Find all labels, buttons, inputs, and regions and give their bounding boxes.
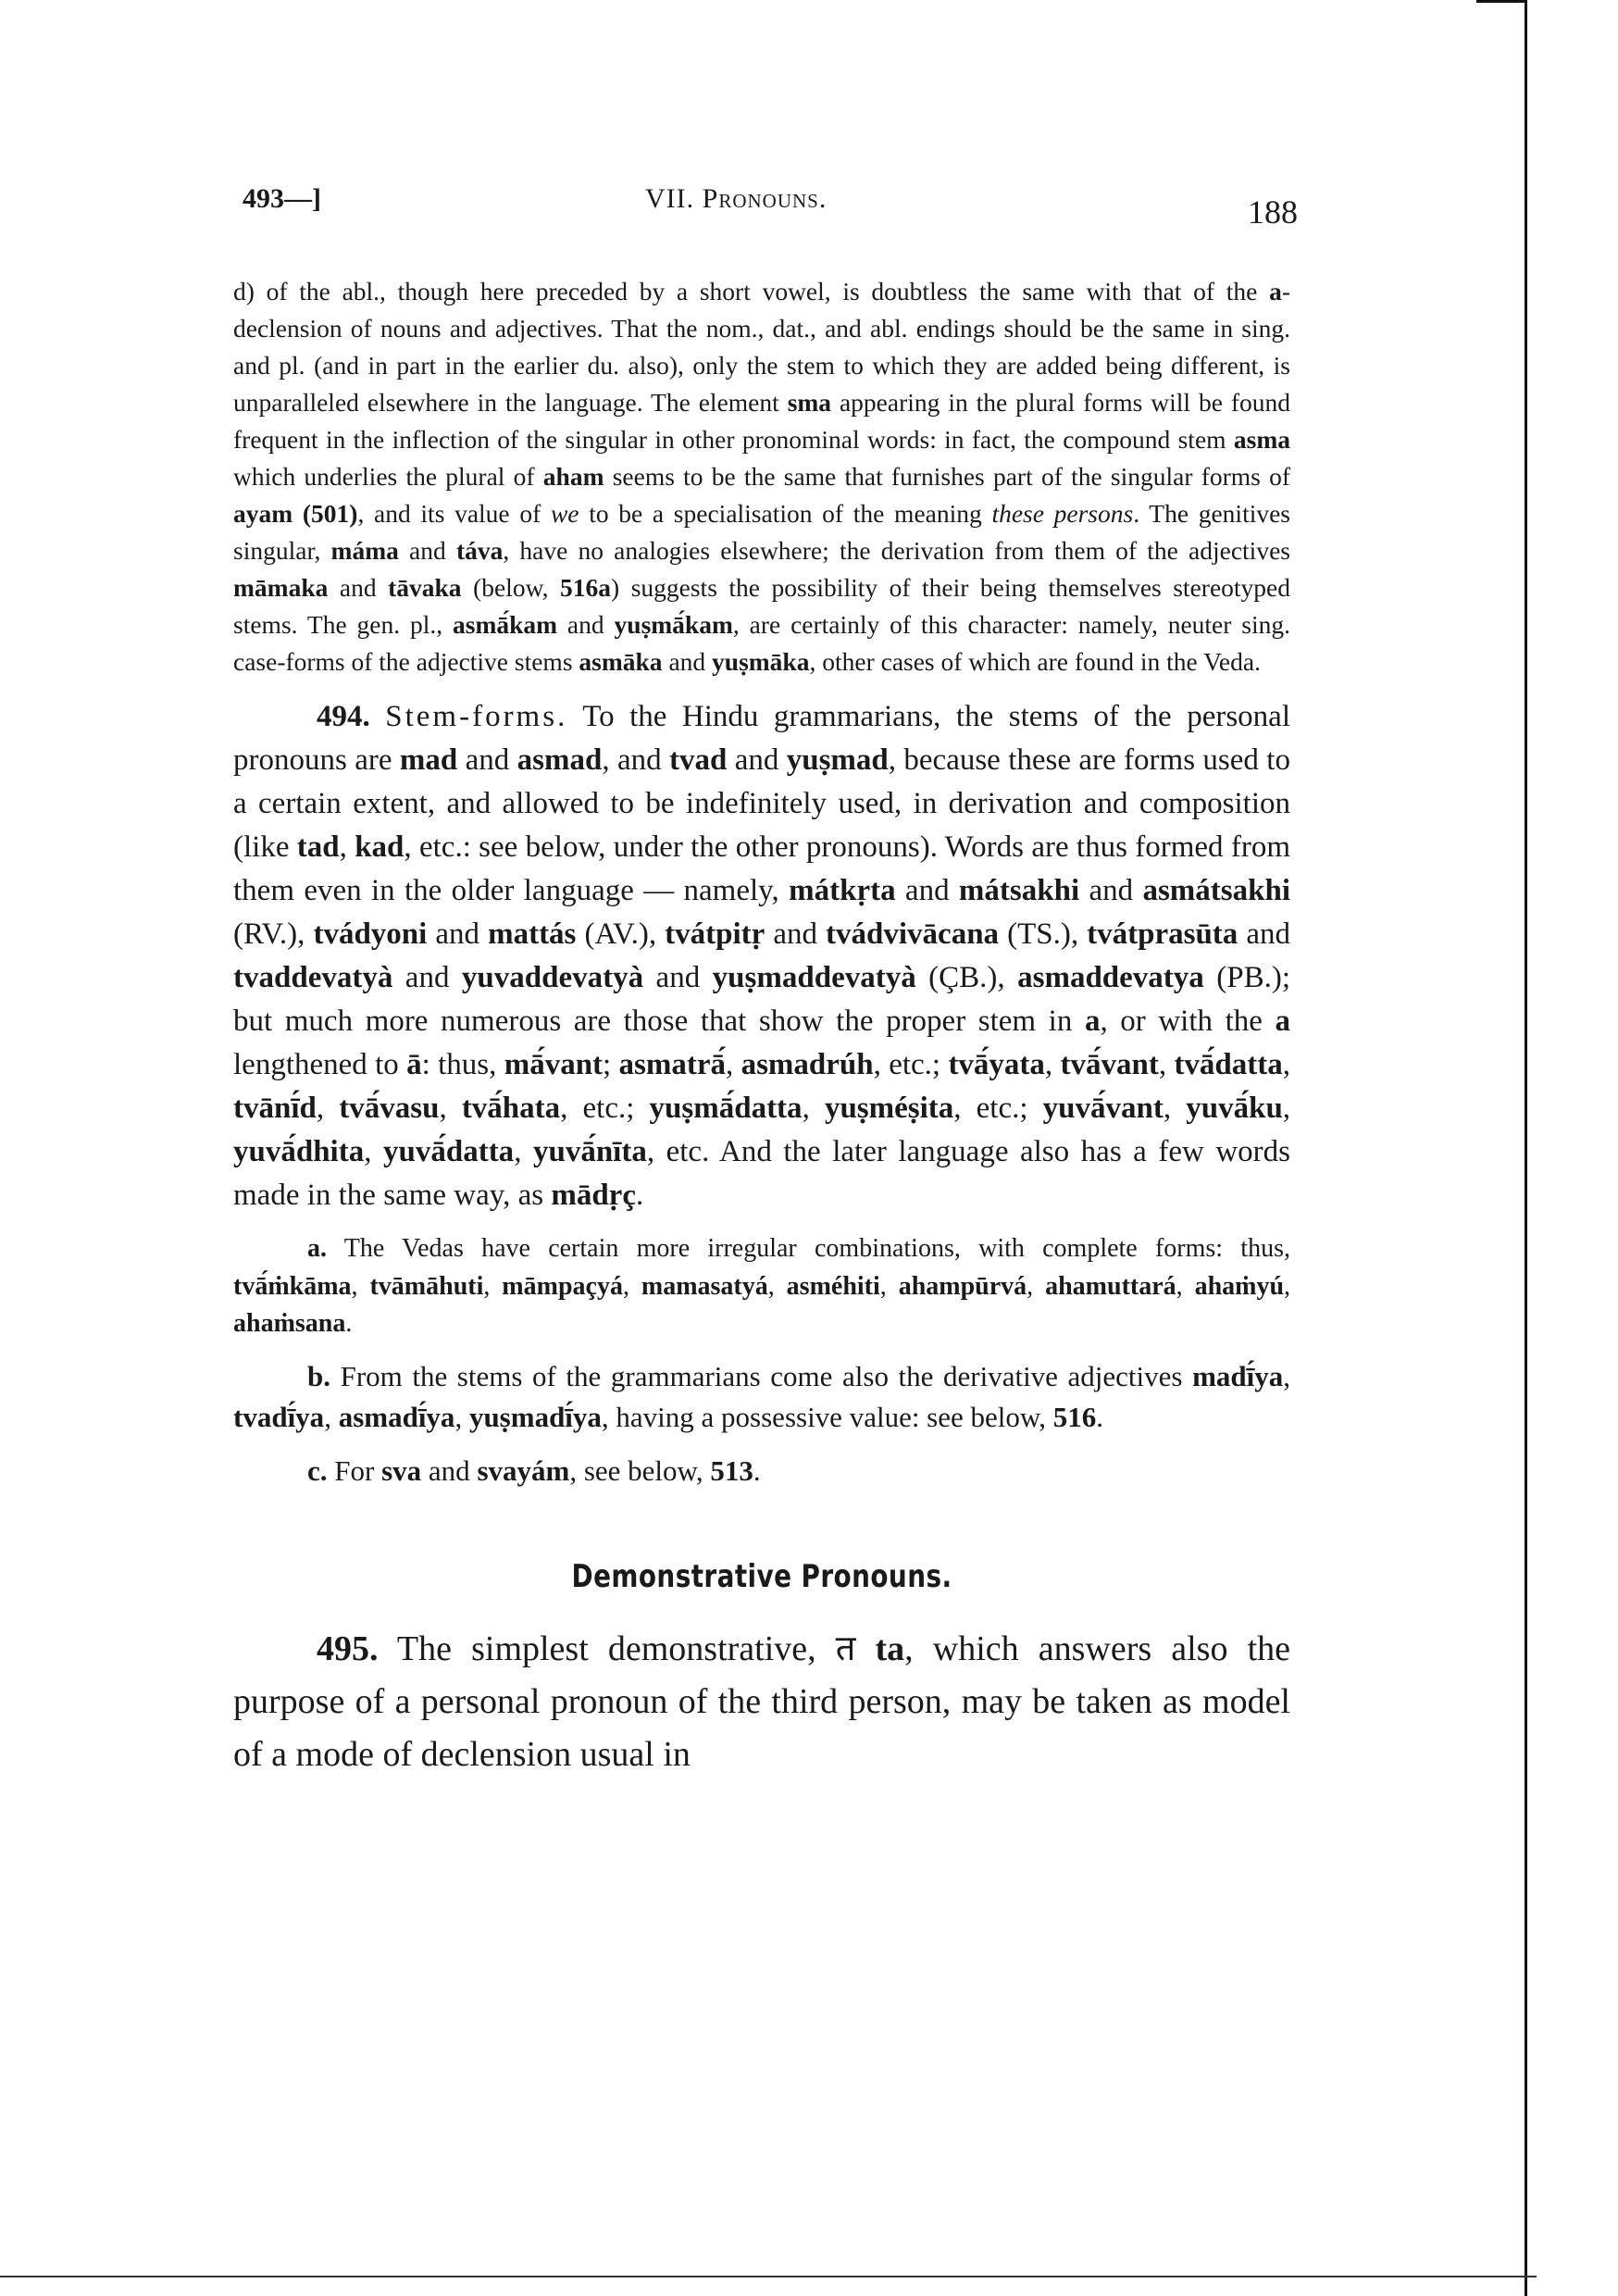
bold-term: asmátsakhi [1142,874,1290,907]
text-run: , [767,1271,787,1301]
text-run: , which answers also the purpose of a personal pronoun of the third person, may be taken as model of a mode of declension usual in [233,1628,1290,1774]
text-run: , [879,1271,899,1301]
text-run: and [557,610,615,639]
section-ref: 493—] [243,183,321,214]
bold-term: 516a [560,573,612,602]
bold-term: yuvā́dhita [233,1135,365,1168]
text-run: , [439,1092,462,1125]
paragraph-495 [233,1623,1290,1781]
bold-term: tvā́ṁkāma [233,1271,352,1301]
bold-term: (501) [302,499,358,528]
text-run: and [1079,874,1143,907]
text-run: , [622,1271,641,1301]
paragraph-494-b [233,1356,1290,1438]
bold-term: a [1275,1004,1290,1038]
text-run: and [895,874,959,907]
text-run: ) suggests the possibility of their being themselves stereotyped stems. The gen. pl., [233,573,1290,639]
bold-term: mad [399,743,458,777]
bold-term: ahamuttará [1045,1271,1176,1301]
bold-term: sva [381,1454,422,1487]
text-run: , [1176,1271,1195,1301]
bold-term: tvā́hata [461,1092,561,1125]
bold-term: yuvaddevatyà [461,961,644,994]
text-run: , other cases of which are found in the Veda. [809,647,1261,676]
paragraph-494-c [233,1451,1290,1491]
text-run: , have no analogies elsewhere; the derivation from them of the adjectives [503,536,1290,565]
bold-term: mamasatyá [641,1271,768,1301]
text-run: (ÇB.), [915,961,1018,994]
bold-term: a [1269,277,1282,306]
text-run: and [727,743,787,777]
text-run: , etc.; [953,1092,1043,1125]
text-run: and [1238,917,1290,951]
text-run: and [662,647,713,676]
paragraph-494 [233,695,1290,1217]
bold-term: tvátprasūta [1087,917,1238,951]
bold-term: 513 [710,1454,753,1487]
text-run: , [1163,1092,1187,1125]
bold-term: tvā́yata [948,1048,1045,1081]
bold-term: asmāka [579,647,663,676]
text-run: d) of the abl., though here preceded by a short vowel, is doubtless the same with that of the [233,277,1270,306]
bold-term: yuṣméṣita [824,1092,954,1125]
chapter-title: VII. Pronouns. [645,183,828,214]
text-run [292,499,303,528]
bold-term: mādṛç [551,1179,636,1212]
bold-term: a [1084,1004,1101,1038]
bold-term: asmatrā́ [618,1048,727,1081]
text-run: , [351,1271,370,1301]
text-run: For [327,1454,382,1487]
text-run: ; [603,1048,619,1081]
text-run: , [1282,1048,1290,1081]
text-run: (RV.), [233,917,314,951]
text-run: (TS.), [999,917,1088,951]
bold-term: yuṣmāka [712,647,810,676]
bold-term: yuṣmaddevatyà [712,961,916,994]
text-run: , [1283,1359,1290,1392]
bold-term: 494. [317,700,370,733]
text-run: (PB.); but much more numerous are those that show the proper stem in [233,961,1291,1038]
bold-term: 495. [317,1628,379,1668]
bold-term: asméhiti [786,1271,880,1301]
running-header [243,176,1298,231]
bold-term: táva [455,536,504,565]
text-run: , because these are forms used to a certain extent, and allowed to be indefinitely used, in derivation and composition (like [233,743,1290,864]
text-run: seems to be the same that furnishes part of the singular forms of [604,462,1291,491]
text-run: : thus, [421,1048,504,1081]
bold-term: sma [787,388,832,417]
bold-term: yuṣmā́kam [614,610,733,639]
bold-term: ayam [233,499,293,528]
text-run: , etc.; [873,1048,949,1081]
bold-term: ahampūrvá [898,1271,1027,1301]
text-run: appearing in the plural forms will be found frequent in the inflection of the singular in other pronominal words: in fact, the compound stem [233,388,1291,454]
bold-term: mā́vant [504,1048,604,1081]
bold-term: tvádvivācana [826,917,1000,951]
bold-term: tvádyoni [313,917,428,951]
text-run: , [324,1400,339,1433]
bold-term: tāvaka [388,573,462,602]
text-run: (AV.), [576,917,666,951]
bold-term: tvāmāhuti [369,1271,484,1301]
text-run: , and [602,743,669,777]
text-run: lengthened to [233,1048,407,1081]
text-run: , etc. And the later language also has a few words made in the same way, as [233,1135,1291,1212]
bold-term: mátsakhi [958,874,1080,907]
text-run: , or with the [1100,1004,1276,1038]
text-run: and [328,573,389,602]
bold-term: asmaddevatya [1017,961,1204,994]
text-run: and [421,1454,478,1487]
bold-term: asmadrúh [741,1048,874,1081]
page-number: 188 [1248,193,1298,231]
text-run: -declension of nouns and adjectives. That the nom., dat., and abl. endings should be the same in sing. and pl. (and in part in the earlier du. also), only the stem to which they are added being different, is unparalleled elsewhere in the language. The element [233,277,1290,417]
bold-term: máma [330,536,399,565]
bold-term: mátkṛta [789,874,896,907]
text-run: and [765,917,827,951]
bold-term: 516 [1052,1400,1097,1433]
text-run: To the Hindu grammarians, the stems of the personal pronouns are [233,700,1290,777]
text-run: (below, [461,573,561,602]
bold-term: tvátpitṛ [665,917,765,951]
text-run: From the stems of the grammarians come also the derivative adjectives [330,1359,1193,1392]
bold-term: tvad [668,743,728,777]
paragraph-493-continued [233,273,1290,680]
text-run: , [1027,1271,1046,1301]
bold-term: asmadī́ya [338,1400,455,1433]
text-run: . [345,1309,353,1338]
text-run: , [339,830,355,864]
text-run: to be a specialisation of the meaning [579,499,992,528]
text-run: which underlies the plural of [233,462,543,491]
text-run: , [1158,1048,1175,1081]
spaced-heading: Stem-forms. [385,700,568,733]
text-run: , are certainly of this character: namely, neuter sing. case-forms of the adjective stems [233,610,1290,676]
bold-term: tvānī́d [233,1092,317,1125]
text-run: , [514,1135,533,1168]
bold-term: yuvā́nīta [532,1135,647,1168]
bold-term: māmpaçyá [502,1271,623,1301]
bold-term: ahaṁyú [1194,1271,1285,1301]
text-run: , [364,1135,383,1168]
section-heading: Demonstrative Pronouns. [571,1557,952,1595]
text-run: and [398,536,456,565]
bold-term: tvadī́ya [233,1400,325,1433]
bold-term: a. [307,1234,327,1263]
bold-term: ta [875,1628,905,1668]
text-run: and [427,917,489,951]
bold-term: yuvā́vant [1042,1092,1164,1125]
bold-term: mattás [488,917,577,951]
text-run: , [316,1092,340,1125]
text-run: The Vedas have certain more irregular combinations, with complete forms: thus, [327,1234,1290,1263]
bold-term: tvā́datta [1174,1048,1283,1081]
bold-term: yuṣmā́datta [649,1092,803,1125]
bold-term: c. [307,1454,328,1487]
bold-term: yuṣmadī́ya [468,1400,602,1433]
text-run: , having a possessive value: see below, [601,1400,1053,1433]
text-run: , [1282,1092,1291,1125]
bold-term: tad [296,830,340,864]
bold-term: yuvā́datta [383,1135,515,1168]
text-run: and [392,961,462,994]
paragraph-494-a [233,1230,1290,1343]
text-run: , and its value of [357,499,551,528]
bold-term: tvā́vasu [339,1092,440,1125]
text-run: . The genitives singular, [233,499,1291,565]
italic-phrase: these persons [991,499,1134,528]
italic-phrase: we [550,499,579,528]
bold-term: asmā́kam [453,610,558,639]
text-run: . [635,1179,644,1212]
text-run: and [457,743,517,777]
bold-term: yuvā́ku [1186,1092,1283,1125]
text-run: , [1044,1048,1061,1081]
bold-term: b. [307,1359,330,1392]
bold-term: svayám [477,1454,570,1487]
bold-term: tvaddevatyà [233,961,393,994]
text-run: , etc.: see below, under the other pronouns). Words are thus formed from them even in the older language — namely, [233,830,1290,907]
bold-term: madī́ya [1192,1359,1284,1392]
bold-term: yuṣmad [786,743,889,777]
text-run: , see below, [569,1454,711,1487]
bold-term: tvā́vant [1060,1048,1159,1081]
text-run: The simplest demonstrative, त [378,1628,876,1668]
scan-edge-top [1476,0,1527,3]
bold-term: asmad [517,743,603,777]
text-run: , [802,1092,825,1125]
bold-term: ahaṁsana [233,1309,346,1338]
text-run: and [643,961,713,994]
bold-term: māmaka [233,573,329,602]
text-run: , [483,1271,503,1301]
bold-term: kad [355,830,404,864]
page-body [233,273,1290,1781]
bold-term: ā [406,1048,422,1081]
text-run: , [726,1048,741,1081]
text-run: , [454,1400,469,1433]
text-run [370,700,386,733]
bold-term: aham [542,462,604,491]
scan-edge-right [1525,0,1527,2296]
text-run: . [753,1454,761,1487]
text-run: , [1284,1271,1291,1301]
scan-edge-bottom [0,2276,1537,2277]
bold-term: asma [1233,425,1290,454]
text-run: , etc.; [560,1092,650,1125]
text-run: . [1096,1400,1104,1433]
